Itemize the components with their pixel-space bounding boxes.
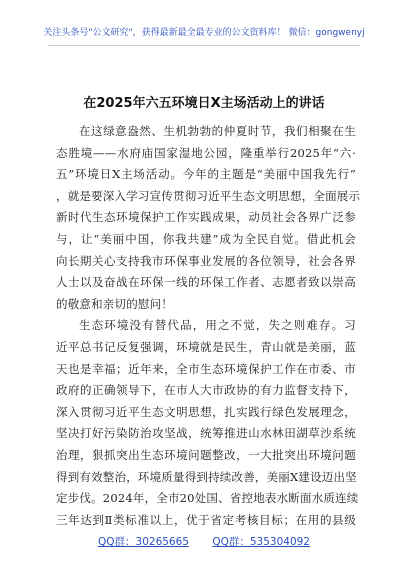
text-line: 新时代生态环境保护工作实践成果，动员社会各界广泛参: [56, 210, 356, 225]
document-title: 在2025年六五环境日X主场活动上的讲话: [83, 96, 325, 111]
text-line: 近平总书记反复强调，环境就是民生，青山就是美丽，蓝: [56, 339, 356, 354]
text-line: 的敬意和亲切的慰问！: [56, 296, 173, 311]
text-line: 五”环境日X主场活动。今年的主题是“美丽中国我先行”: [56, 167, 356, 182]
document-body: [56, 121, 361, 531]
text-line: 与，让“美丽中国，你我共建”成为全民自觉。借此机会: [56, 231, 356, 246]
text-line: 深入贯彻习近平生态文明思想，扎实践行绿色发展理念，: [56, 404, 356, 419]
text-line: 向长期关心支持我市环保事业发展的各位领导，社会各界: [56, 253, 356, 268]
text-line: 政府的正确领导下，在市人大市政协的有力监督支持下，: [56, 383, 356, 398]
header-divider: [48, 45, 360, 46]
text-line: 三年达到Ⅱ类标准以上，优于省定考核目标；在用的县级: [56, 512, 356, 527]
text-line: 定步伐。2024年，全市20处国、省控地表水断面水质连续: [56, 491, 359, 506]
text-line: 天也是幸福；近年来，全市生态环境保护工作在市委、市: [56, 361, 356, 376]
paragraph-1: [56, 121, 361, 315]
paragraph-2: [56, 315, 359, 531]
text-line: 治理，狠抓突出生态环境问题整改，一大批突出环境问题: [56, 447, 356, 462]
qq-group-link-1[interactable]: QQ群：30265665: [98, 536, 189, 548]
text-line: ，就是要深入学习宣传贯彻习近平生态文明思想，全面展示: [56, 188, 361, 203]
header-banner: 关注头条号"公文研究"，获得最新最全最专业的公文资料库！ 微信：gongwenyj: [43, 28, 365, 38]
qq-group-link-2[interactable]: QQ群：535304092: [212, 536, 310, 548]
text-line: 生态环境没有替代品，用之不觉，失之则难存。习: [79, 318, 356, 333]
text-line: 坚决打好污染防治攻坚战，统筹推进山水林田湖草沙系统: [56, 426, 356, 441]
text-line: 得到有效整治，环境质量得到持续改善，美丽X建设迈出坚: [56, 469, 357, 484]
footer-contact: [0, 535, 408, 549]
text-line: 态胜境——水府庙国家湿地公园，隆重举行2025年“六·: [56, 145, 356, 160]
text-line: 人士以及奋战在环保一线的环保工作者、志愿者致以崇高: [56, 275, 356, 290]
text-line: 在这绿意盎然、生机勃勃的仲夏时节，我们相聚在生: [79, 124, 356, 138]
